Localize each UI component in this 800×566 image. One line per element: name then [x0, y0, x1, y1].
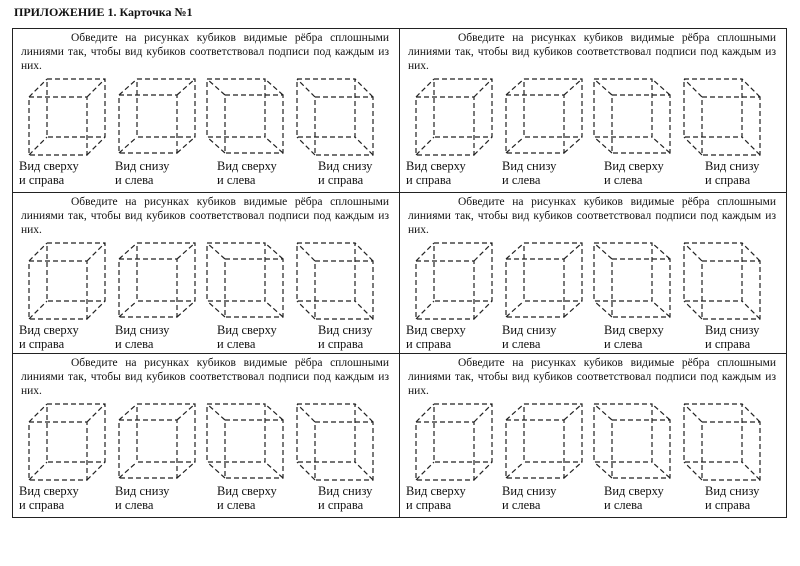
cube-caption-3 [604, 323, 694, 351]
caption-line-1: Вид снизу [705, 323, 760, 337]
caption-line-2: и справа [406, 173, 452, 187]
cube-caption-1 [19, 323, 109, 351]
cube-drawing-3[interactable] [203, 77, 287, 157]
cube-caption-3 [217, 323, 307, 351]
card-instruction: Обведите на рисунках кубиков видимые рёбра сплошными линиями так, чтобы вид кубиков соответствовал подписи под каждым из них. [21, 357, 389, 397]
caption-line-1: Вид снизу [705, 484, 760, 498]
cube-caption-1 [406, 159, 496, 187]
cube-drawing-4[interactable] [682, 402, 766, 482]
cube-drawing-1[interactable] [25, 402, 109, 482]
cube-svg [295, 402, 379, 482]
cube-caption-1 [19, 159, 109, 187]
caption-line-2: и справа [705, 498, 751, 512]
cube-caption-4 [318, 323, 400, 351]
caption-line-1: Вид сверху [406, 159, 466, 173]
cube-svg [682, 402, 766, 482]
caption-line-1: Вид сверху [217, 323, 277, 337]
cube-drawing-1[interactable] [412, 402, 496, 482]
cube-svg [203, 402, 287, 482]
cube-drawing-2[interactable] [500, 402, 584, 482]
cube-svg [682, 241, 766, 321]
cube-drawing-3[interactable] [590, 402, 674, 482]
cube-drawing-1[interactable] [412, 77, 496, 157]
caption-line-1: Вид снизу [115, 323, 170, 337]
caption-line-2: и слева [604, 337, 643, 351]
caption-line-2: и слева [217, 498, 256, 512]
caption-line-1: Вид снизу [502, 323, 557, 337]
caption-line-1: Вид снизу [502, 484, 557, 498]
card-instruction: Обведите на рисунках кубиков видимые рёбра сплошными линиями так, чтобы вид кубиков соответствовал подписи под каждым из них. [408, 32, 776, 72]
caption-line-1: Вид сверху [406, 323, 466, 337]
caption-line-2: и справа [19, 173, 65, 187]
caption-line-1: Вид снизу [705, 159, 760, 173]
caption-line-2: и слева [502, 173, 541, 187]
caption-line-1: Вид сверху [217, 484, 277, 498]
cube-drawing-2[interactable] [500, 77, 584, 157]
caption-line-2: и справа [705, 173, 751, 187]
cube-svg [500, 241, 584, 321]
exercise-card-2 [400, 29, 786, 193]
caption-line-1: Вид сверху [406, 484, 466, 498]
caption-line-1: Вид снизу [318, 323, 373, 337]
exercise-card-4 [400, 193, 786, 354]
cube-svg [412, 241, 496, 321]
exercise-card-3 [13, 193, 400, 354]
cube-svg [25, 77, 109, 157]
cube-drawing-4[interactable] [295, 241, 379, 321]
cube-caption-4 [318, 484, 400, 512]
cube-caption-3 [217, 484, 307, 512]
cube-caption-2 [115, 159, 205, 187]
caption-line-2: и слева [217, 173, 256, 187]
caption-line-2: и слева [604, 498, 643, 512]
cube-drawing-4[interactable] [682, 77, 766, 157]
cube-caption-4 [705, 323, 786, 351]
cube-svg [25, 241, 109, 321]
cube-svg [412, 402, 496, 482]
cube-svg [590, 402, 674, 482]
cube-caption-4 [318, 159, 400, 187]
caption-line-2: и справа [406, 337, 452, 351]
caption-line-2: и справа [318, 173, 364, 187]
caption-line-1: Вид сверху [19, 323, 79, 337]
cube-caption-4 [705, 159, 786, 187]
cube-drawing-3[interactable] [590, 241, 674, 321]
caption-line-1: Вид снизу [318, 159, 373, 173]
cube-caption-3 [604, 484, 694, 512]
cube-svg [500, 77, 584, 157]
cube-drawing-2[interactable] [113, 241, 197, 321]
caption-line-2: и слева [502, 337, 541, 351]
caption-line-1: Вид сверху [19, 484, 79, 498]
exercise-card-6 [400, 354, 786, 517]
cube-svg [590, 241, 674, 321]
caption-line-1: Вид сверху [604, 484, 664, 498]
cube-caption-1 [406, 323, 496, 351]
cube-caption-2 [502, 484, 592, 512]
cube-svg [295, 241, 379, 321]
cube-caption-3 [217, 159, 307, 187]
caption-line-2: и справа [705, 337, 751, 351]
cube-svg [113, 77, 197, 157]
cube-caption-4 [705, 484, 786, 512]
cube-svg [590, 77, 674, 157]
caption-line-2: и слева [115, 337, 154, 351]
caption-line-1: Вид сверху [604, 159, 664, 173]
caption-line-2: и слева [502, 498, 541, 512]
card-instruction: Обведите на рисунках кубиков видимые рёбра сплошными линиями так, чтобы вид кубиков соответствовал подписи под каждым из них. [408, 196, 776, 236]
cube-drawing-1[interactable] [25, 241, 109, 321]
caption-line-2: и справа [406, 498, 452, 512]
caption-line-1: Вид сверху [19, 159, 79, 173]
card-instruction: Обведите на рисунках кубиков видимые рёбра сплошными линиями так, чтобы вид кубиков соответствовал подписи под каждым из них. [21, 32, 389, 72]
cube-drawing-3[interactable] [590, 77, 674, 157]
cube-caption-3 [604, 159, 694, 187]
caption-line-1: Вид сверху [217, 159, 277, 173]
caption-line-2: и справа [19, 337, 65, 351]
cube-drawing-1[interactable] [25, 77, 109, 157]
cube-drawing-2[interactable] [113, 77, 197, 157]
cube-caption-1 [406, 484, 496, 512]
cube-drawing-2[interactable] [113, 402, 197, 482]
cube-svg [25, 402, 109, 482]
caption-line-1: Вид сверху [604, 323, 664, 337]
exercise-card-5 [13, 354, 400, 517]
cube-svg [203, 241, 287, 321]
cube-caption-2 [115, 484, 205, 512]
cube-drawing-3[interactable] [203, 402, 287, 482]
cube-svg [295, 77, 379, 157]
cube-caption-1 [19, 484, 109, 512]
cube-caption-2 [502, 323, 592, 351]
exercise-card-1 [13, 29, 400, 193]
card-instruction: Обведите на рисунках кубиков видимые рёбра сплошными линиями так, чтобы вид кубиков соответствовал подписи под каждым из них. [21, 196, 389, 236]
caption-line-2: и слева [115, 498, 154, 512]
cube-svg [113, 241, 197, 321]
caption-line-2: и слева [217, 337, 256, 351]
caption-line-1: Вид снизу [502, 159, 557, 173]
cube-drawing-4[interactable] [682, 241, 766, 321]
caption-line-1: Вид снизу [115, 159, 170, 173]
cube-svg [500, 402, 584, 482]
cube-svg [682, 77, 766, 157]
caption-line-2: и справа [19, 498, 65, 512]
cube-drawing-1[interactable] [412, 241, 496, 321]
caption-line-2: и справа [318, 337, 364, 351]
cube-drawing-2[interactable] [500, 241, 584, 321]
cube-drawing-4[interactable] [295, 402, 379, 482]
caption-line-2: и слева [604, 173, 643, 187]
cube-svg [203, 77, 287, 157]
card-grid [12, 28, 787, 518]
caption-line-2: и слева [115, 173, 154, 187]
document-title: ПРИЛОЖЕНИЕ 1. Карточка №1 [14, 5, 193, 19]
cube-drawing-3[interactable] [203, 241, 287, 321]
cube-caption-2 [502, 159, 592, 187]
caption-line-1: Вид снизу [318, 484, 373, 498]
cube-caption-2 [115, 323, 205, 351]
cube-svg [113, 402, 197, 482]
card-instruction: Обведите на рисунках кубиков видимые рёбра сплошными линиями так, чтобы вид кубиков соответствовал подписи под каждым из них. [408, 357, 776, 397]
caption-line-1: Вид снизу [115, 484, 170, 498]
caption-line-2: и справа [318, 498, 364, 512]
cube-svg [412, 77, 496, 157]
cube-drawing-4[interactable] [295, 77, 379, 157]
